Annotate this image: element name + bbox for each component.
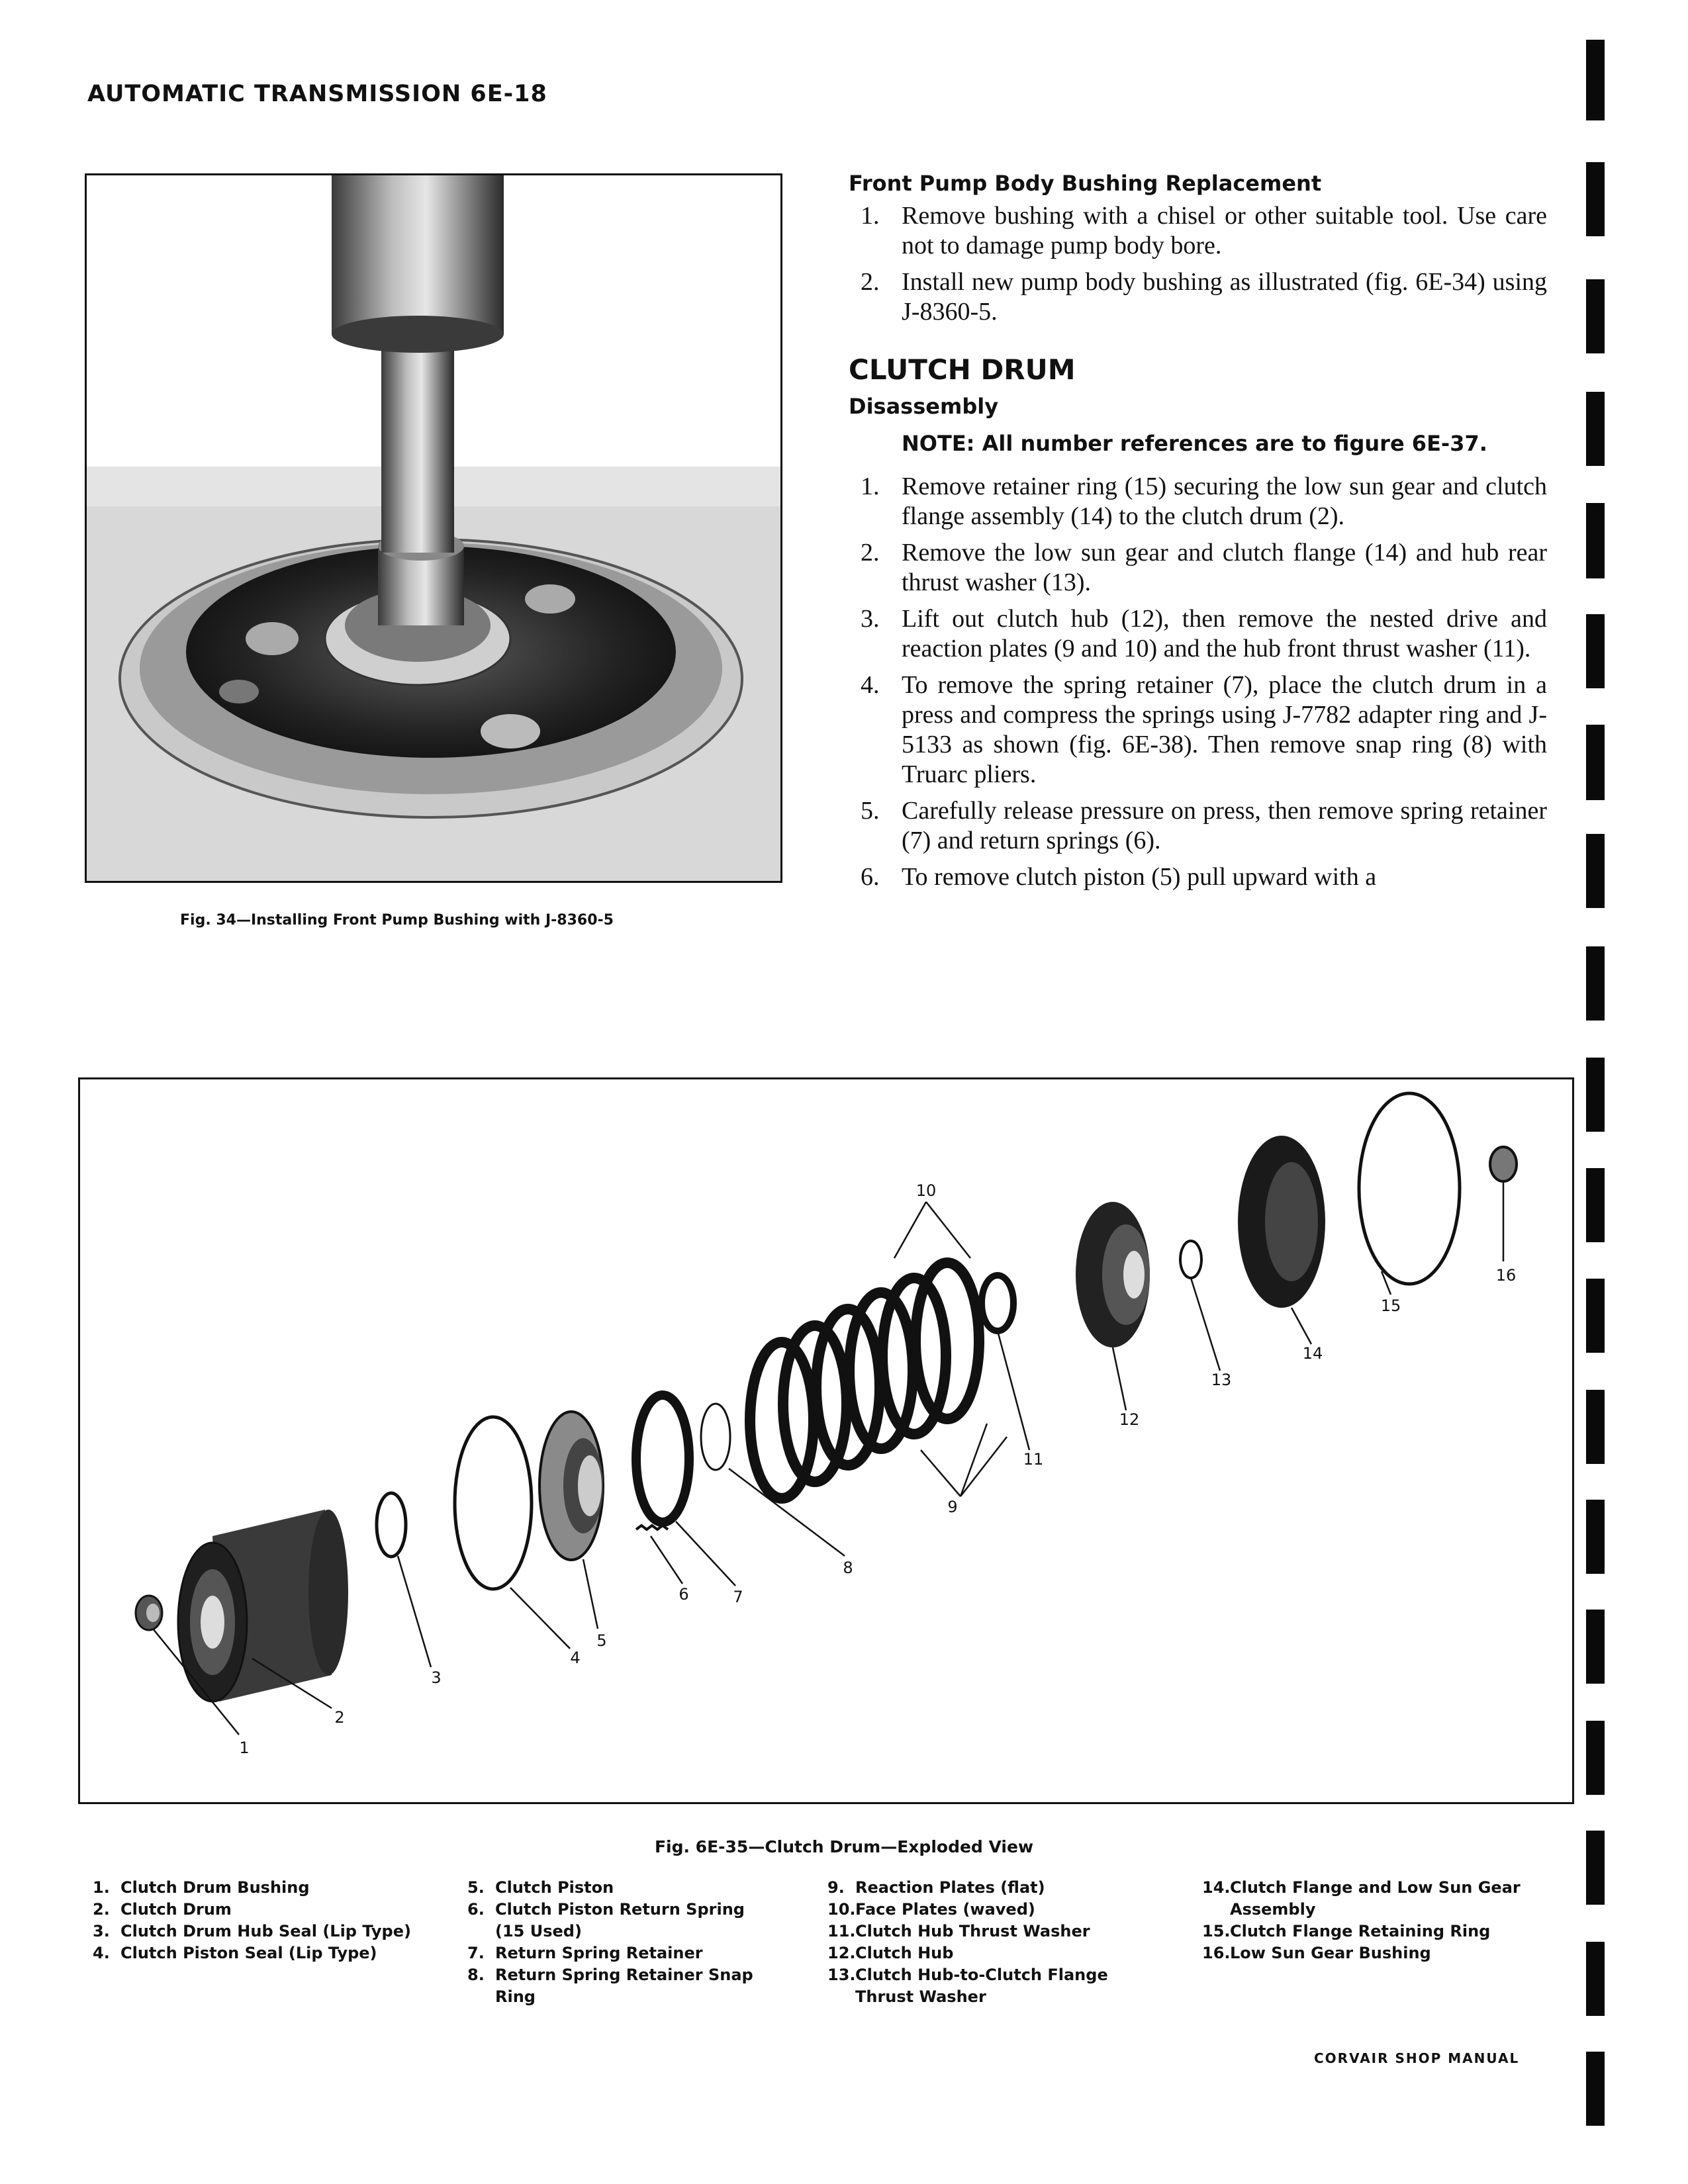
legend-column-1 — [93, 1877, 424, 1964]
callout-4: 4 — [570, 1649, 581, 1667]
part-7-spring-retainer — [636, 1395, 689, 1522]
callout-labels — [239, 1181, 1516, 1757]
callout-11: 11 — [1023, 1450, 1044, 1469]
edge-mark — [1586, 1168, 1605, 1242]
step-item: 2. Remove the low sun gear and clutch flange (14) and hub rear thrust washer (13). — [861, 539, 1547, 596]
edge-mark — [1586, 725, 1605, 800]
edge-mark — [1586, 614, 1605, 688]
legend-item: 9. Reaction Plates (flat) — [827, 1878, 1045, 1897]
edge-mark — [1586, 162, 1605, 236]
callout-9: 9 — [947, 1498, 958, 1516]
callout-5: 5 — [596, 1631, 607, 1650]
edge-mark — [1586, 1390, 1605, 1464]
callout-10: 10 — [915, 1181, 937, 1200]
part-8-snap-ring — [701, 1404, 730, 1470]
callout-8: 8 — [843, 1559, 853, 1577]
callout-3: 3 — [431, 1668, 442, 1687]
edge-index-marks — [1586, 40, 1606, 2131]
legend-column-2 — [467, 1877, 772, 2008]
edge-mark — [1586, 834, 1605, 908]
edge-mark — [1586, 1279, 1605, 1353]
step-item: 1. Remove retainer ring (15) securing the low sun gear and clutch flange assembly (14) to the clutch drum (2). — [861, 473, 1547, 530]
edge-mark — [1586, 279, 1605, 353]
disassembly-heading: Disassembly — [849, 394, 999, 419]
part-4-piston-seal — [455, 1417, 532, 1589]
legend-item: 11. Clutch Hub Thrust Washer — [827, 1922, 1090, 1940]
page-footer: CORVAIR SHOP MANUAL — [1314, 2050, 1520, 2066]
figure-34-photo — [85, 173, 782, 883]
clutch-drum-heading: CLUTCH DRUM — [849, 353, 1076, 386]
legend-item: 8. Return Spring Retainer Snap Ring — [467, 1966, 753, 2006]
legend-item: 7. Return Spring Retainer — [467, 1944, 703, 1962]
part-13-flange-thrust-washer — [1180, 1241, 1201, 1278]
reference-note: NOTE: All number references are to figure 6E-37. — [902, 431, 1487, 456]
edge-mark — [1586, 2052, 1605, 2126]
figure-35-exploded-view — [78, 1077, 1574, 1804]
callout-2: 2 — [334, 1708, 345, 1727]
part-14-clutch-flange — [1238, 1136, 1325, 1308]
step-item: 2. Install new pump body bushing as illustrated (fig. 6E-34) using J-8360-5. — [861, 268, 1547, 326]
callout-15: 15 — [1380, 1297, 1401, 1315]
callout-6: 6 — [679, 1585, 689, 1604]
edge-mark — [1586, 40, 1605, 120]
callout-14: 14 — [1302, 1344, 1323, 1363]
legend-item: 12. Clutch Hub — [827, 1944, 954, 1962]
part-9-10-clutch-plates — [750, 1263, 979, 1498]
part-3-hub-seal — [377, 1493, 406, 1557]
legend-item: 16. Low Sun Gear Bushing — [1202, 1944, 1431, 1962]
edge-mark — [1586, 1058, 1605, 1132]
callout-13: 13 — [1211, 1371, 1232, 1389]
edge-mark — [1586, 1500, 1605, 1574]
legend-item: 3. Clutch Drum Hub Seal (Lip Type) — [93, 1922, 411, 1940]
legend-item: 10. Face Plates (waved) — [827, 1900, 1035, 1919]
step-item: 4. To remove the spring retainer (7), place the clutch drum in a press and compress the springs using J-7782 adapter ring and J-5133 as shown (fig. 6E-38). Then remove snap ring (8) with Truarc pliers. — [861, 671, 1547, 788]
part-11-hub-thrust-washer — [982, 1275, 1013, 1331]
figure-34-caption: Fig. 34—Installing Front Pump Bushing with J-8360-5 — [180, 912, 614, 929]
part-1-clutch-drum-bushing — [136, 1596, 162, 1630]
part-12-clutch-hub — [1076, 1202, 1150, 1347]
part-2-clutch-drum — [178, 1510, 348, 1702]
callout-7: 7 — [733, 1588, 743, 1606]
figure-35-caption: Fig. 6E-35—Clutch Drum—Exploded View — [654, 1837, 1034, 1856]
legend-item: 5. Clutch Piston — [467, 1878, 614, 1897]
legend-column-3 — [827, 1877, 1132, 2008]
edge-mark — [1586, 1610, 1605, 1684]
legend-item: 6. Clutch Piston Return Spring (15 Used) — [467, 1900, 745, 1940]
legend-column-4 — [1202, 1877, 1546, 1964]
disassembly-steps — [849, 472, 1547, 892]
step-item: 6. To remove clutch piston (5) pull upward with a — [861, 863, 1377, 891]
edge-mark — [1586, 1721, 1605, 1795]
edge-mark — [1586, 946, 1605, 1021]
legend-item: 4. Clutch Piston Seal (Lip Type) — [93, 1944, 377, 1962]
step-item: 5. Carefully release pressure on press, then remove spring retainer (7) and return springs (6). — [861, 797, 1547, 854]
edge-mark — [1586, 503, 1605, 578]
part-16-low-sun-gear-bushing — [1490, 1147, 1517, 1181]
part-15-flange-retaining-ring — [1359, 1093, 1460, 1284]
callout-1: 1 — [239, 1739, 250, 1757]
callout-12: 12 — [1119, 1410, 1140, 1429]
step-item: 1. Remove bushing with a chisel or other suitable tool. Use care not to damage pump body bore. — [861, 202, 1547, 259]
legend-item: 2. Clutch Drum — [93, 1900, 232, 1919]
legend-item: 1. Clutch Drum Bushing — [93, 1878, 310, 1897]
legend-item: 15. Clutch Flange Retaining Ring — [1202, 1922, 1491, 1940]
legend-item: 14. Clutch Flange and Low Sun Gear Assembly — [1202, 1878, 1521, 1919]
step-item: 3. Lift out clutch hub (12), then remove the nested drive and reaction plates (9 and 10) and the hub front thrust washer (11). — [861, 605, 1547, 662]
pump-bushing-steps — [849, 201, 1547, 327]
right-column — [849, 171, 1547, 899]
callout-16: 16 — [1495, 1266, 1517, 1285]
legend-item: 13. Clutch Hub-to-Clutch Flange Thrust Washer — [827, 1966, 1108, 2006]
part-5-clutch-piston — [539, 1412, 603, 1560]
edge-mark — [1586, 1942, 1605, 2016]
pump-bushing-heading: Front Pump Body Bushing Replacement — [849, 171, 1322, 196]
page-header: AUTOMATIC TRANSMISSION 6E-18 — [87, 81, 547, 107]
edge-mark — [1586, 392, 1605, 466]
